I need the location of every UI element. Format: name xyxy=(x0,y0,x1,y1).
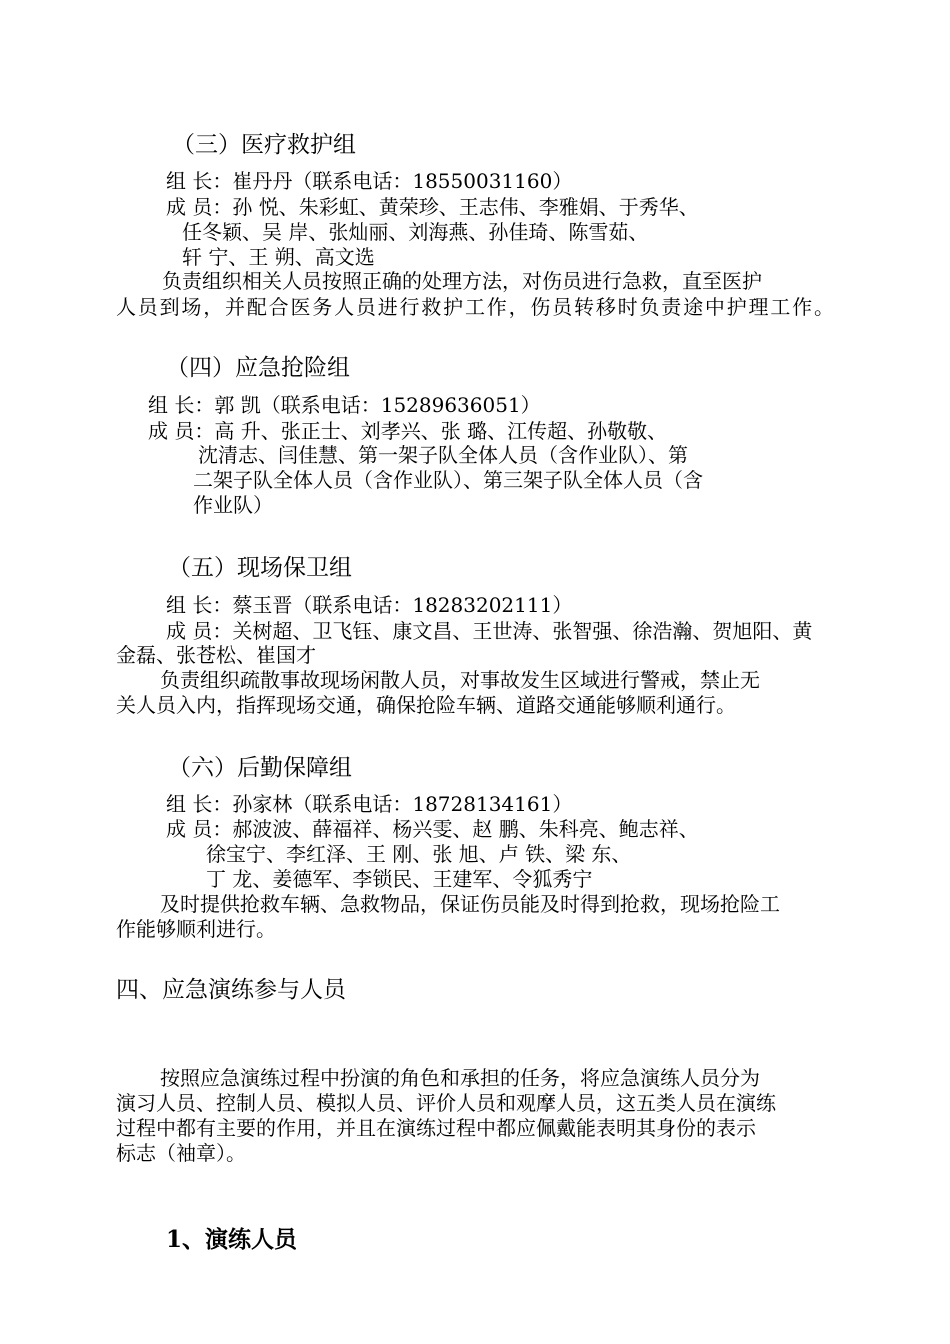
member-line: 二架子队全体人员（含作业队）、第三架子队全体人员（含 xyxy=(193,468,703,492)
leader-line: 组 长：郭 凯（联系电话：15289636051） xyxy=(148,393,541,417)
member-line: 徐宝宁、李红泽、王 刚、张 旭、卢 铁、梁 东、 xyxy=(206,842,632,866)
paragraph-line: 按照应急演练过程中扮演的角色和承担的任务，将应急演练人员分为 xyxy=(160,1066,760,1090)
duty-line: 负责组织疏散事故现场闲散人员，对事故发生区域进行警戒，禁止无 xyxy=(160,668,760,692)
duty-line: 关人员入内，指挥现场交通，确保抢险车辆、道路交通能够顺利通行。 xyxy=(116,693,736,717)
member-line: 轩 宁、王 朔、高文选 xyxy=(182,245,375,269)
section-heading: （四）应急抢险组 xyxy=(166,355,350,381)
member-line: 成 员：高 升、张正士、刘孝兴、张 璐、江传超、孙敬敬、 xyxy=(148,419,668,443)
duty-line: 作能够顺利进行。 xyxy=(116,917,276,941)
member-line: 作业队） xyxy=(193,493,273,517)
paragraph-line: 演习人员、控制人员、模拟人员、评价人员和观摩人员，这五类人员在演练 xyxy=(116,1091,776,1115)
member-line: 成 员：郝波波、薛福祥、杨兴雯、赵 鹏、朱科亮、鲍志祥、 xyxy=(166,817,699,841)
member-line: 任冬颖、吴 岸、张灿丽、刘海燕、孙佳琦、陈雪茹、 xyxy=(182,220,649,244)
member-line: 丁 龙、姜德军、李锁民、王建军、令狐秀宁 xyxy=(206,867,593,891)
duty-line: 及时提供抢救车辆、急救物品，保证伤员能及时得到抢救，现场抢险工 xyxy=(160,892,780,916)
section-heading: （六）后勤保障组 xyxy=(168,755,352,781)
section-heading: （三）医疗救护组 xyxy=(172,132,356,158)
member-line: 成 员：孙 悦、朱彩虹、黄荣珍、王志伟、李雅娟、于秀华、 xyxy=(166,195,699,219)
duty-line: 人员到场，并配合医务人员进行救护工作，伤员转移时负责途中护理工作。 xyxy=(116,295,834,319)
subheading: 1、演练人员 xyxy=(166,1226,298,1253)
leader-line: 组 长：孙家林（联系电话：18728134161） xyxy=(166,792,573,816)
member-line: 沈清志、闫佳慧、第一架子队全体人员（含作业队）、第 xyxy=(198,443,688,467)
paragraph-line: 过程中都有主要的作用，并且在演练过程中都应佩戴能表明其身份的表示 xyxy=(116,1116,756,1140)
chapter-heading: 四、应急演练参与人员 xyxy=(116,977,346,1003)
duty-line: 负责组织相关人员按照正确的处理方法，对伤员进行急救，直至医护 xyxy=(162,269,762,293)
leader-line: 组 长：崔丹丹（联系电话：18550031160） xyxy=(166,169,573,193)
leader-line: 组 长：蔡玉晋（联系电话：18283202111） xyxy=(166,593,573,617)
paragraph-line: 标志（袖章）。 xyxy=(116,1141,246,1165)
section-heading: （五）现场保卫组 xyxy=(168,555,352,581)
member-line: 金磊、张苍松、崔国才 xyxy=(116,643,316,667)
member-line: 成 员：关树超、卫飞钰、康文昌、王世涛、张智强、徐浩瀚、贺旭阳、黄 xyxy=(166,619,813,643)
